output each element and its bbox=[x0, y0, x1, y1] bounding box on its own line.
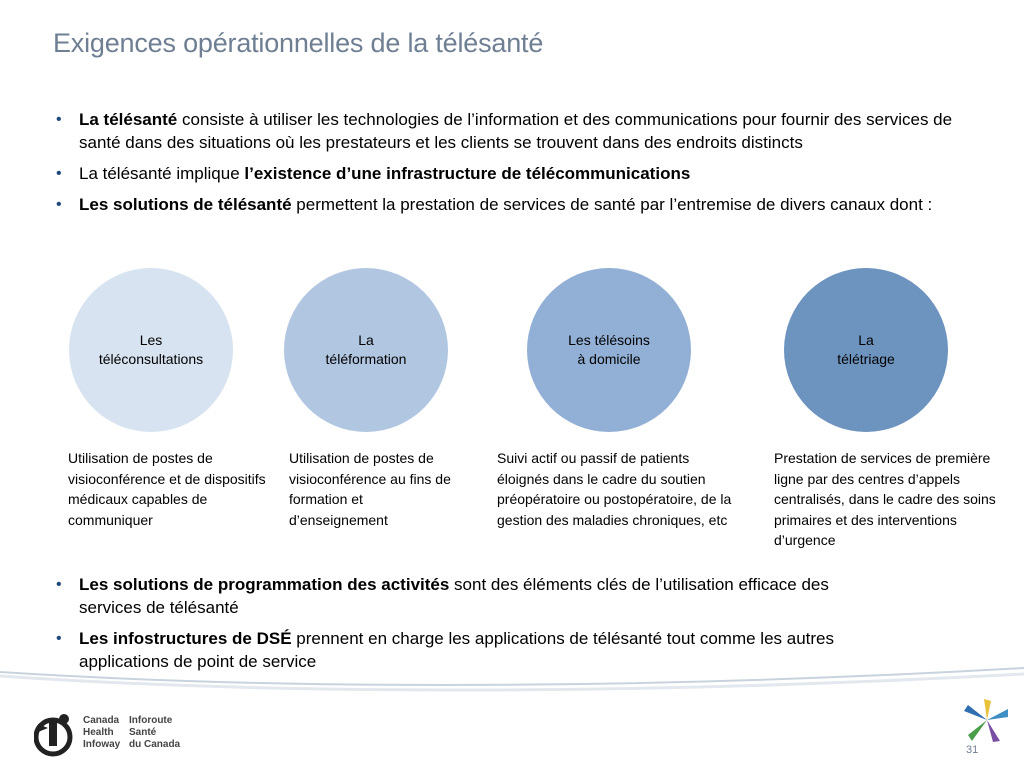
bullet-dot: • bbox=[56, 111, 62, 128]
infoway-logo-icon bbox=[34, 710, 76, 758]
footer-swoosh-decoration bbox=[0, 650, 1024, 700]
bullet-text: prennent en charge les applications de télésanté tout comme les autres applications de point de service bbox=[79, 629, 835, 671]
channel-circle-teleconsultations bbox=[69, 268, 233, 432]
bullet-text: permettent la prestation de services de santé par l’entremise de divers canaux dont : bbox=[291, 195, 933, 214]
channel-description: Prestation de services de première ligne par des centres d’appels centralisés, dans le cadre des soins primaires et des interventions d’urgence bbox=[774, 450, 996, 548]
bullet-bold-lead: Les solutions de programmation des activités bbox=[79, 575, 450, 594]
bullet-bold-lead: La télésanté bbox=[79, 110, 178, 129]
slide-title: Exigences opérationnelles de la télésanté bbox=[53, 28, 544, 58]
channel-description: Utilisation de postes de visioconférence et de dispositifs médicaux capables de communiquer bbox=[68, 450, 266, 528]
page-number: 31 bbox=[966, 744, 979, 756]
canada-health-infoway-logo bbox=[34, 710, 194, 758]
bullet-bold-lead: Les solutions de télésanté bbox=[79, 195, 292, 214]
channel-label: Les téléconsultations bbox=[98, 332, 204, 367]
bullet-item bbox=[56, 573, 886, 619]
bullet-dot: • bbox=[56, 196, 62, 213]
channel-circle-teletriage bbox=[784, 268, 948, 432]
channel-description: Suivi actif ou passif de patients éloignés dans le cadre du soutien préopératoire ou postopératoire, de la gestion des maladies chroniques, etc bbox=[497, 450, 732, 528]
channel-label: Les télésoins à domicile bbox=[568, 332, 650, 367]
bullet-dot: • bbox=[56, 165, 62, 182]
top-bullet-list bbox=[56, 108, 966, 224]
bullet-dot: • bbox=[56, 630, 62, 647]
bullet-item bbox=[56, 162, 966, 185]
channel-label: La téléformation bbox=[325, 332, 407, 367]
bullet-item bbox=[56, 193, 966, 216]
channel-description: Utilisation de postes de visioconférence au fins de formation et d’enseignement bbox=[289, 450, 451, 528]
star-logo-icon bbox=[962, 697, 1012, 743]
channel-circle-teleformation bbox=[284, 268, 448, 432]
bullet-text: sont des éléments clés de l’utilisation efficace des services de télésanté bbox=[79, 575, 829, 617]
channel-circle-telesoins bbox=[527, 268, 691, 432]
logo-text-french: Inforoute Santé du Canada bbox=[129, 715, 181, 750]
bullet-text: La télésanté implique bbox=[79, 164, 245, 183]
bullet-bold-lead: Les infostructures de DSÉ bbox=[79, 629, 292, 648]
bullet-dot: • bbox=[56, 576, 62, 593]
channel-label: La télétriage bbox=[837, 332, 895, 367]
bullet-bold-tail: l’existence d’une infrastructure de télécommunications bbox=[244, 164, 691, 183]
bullet-text: consiste à utiliser les technologies de l’information et des communications pour fournir des services de santé dans des situations où les prestateurs et les clients se trouvent dans des endroits distincts bbox=[79, 110, 953, 152]
logo-text-english: Canada Health Infoway bbox=[83, 715, 121, 750]
bullet-item bbox=[56, 108, 966, 154]
